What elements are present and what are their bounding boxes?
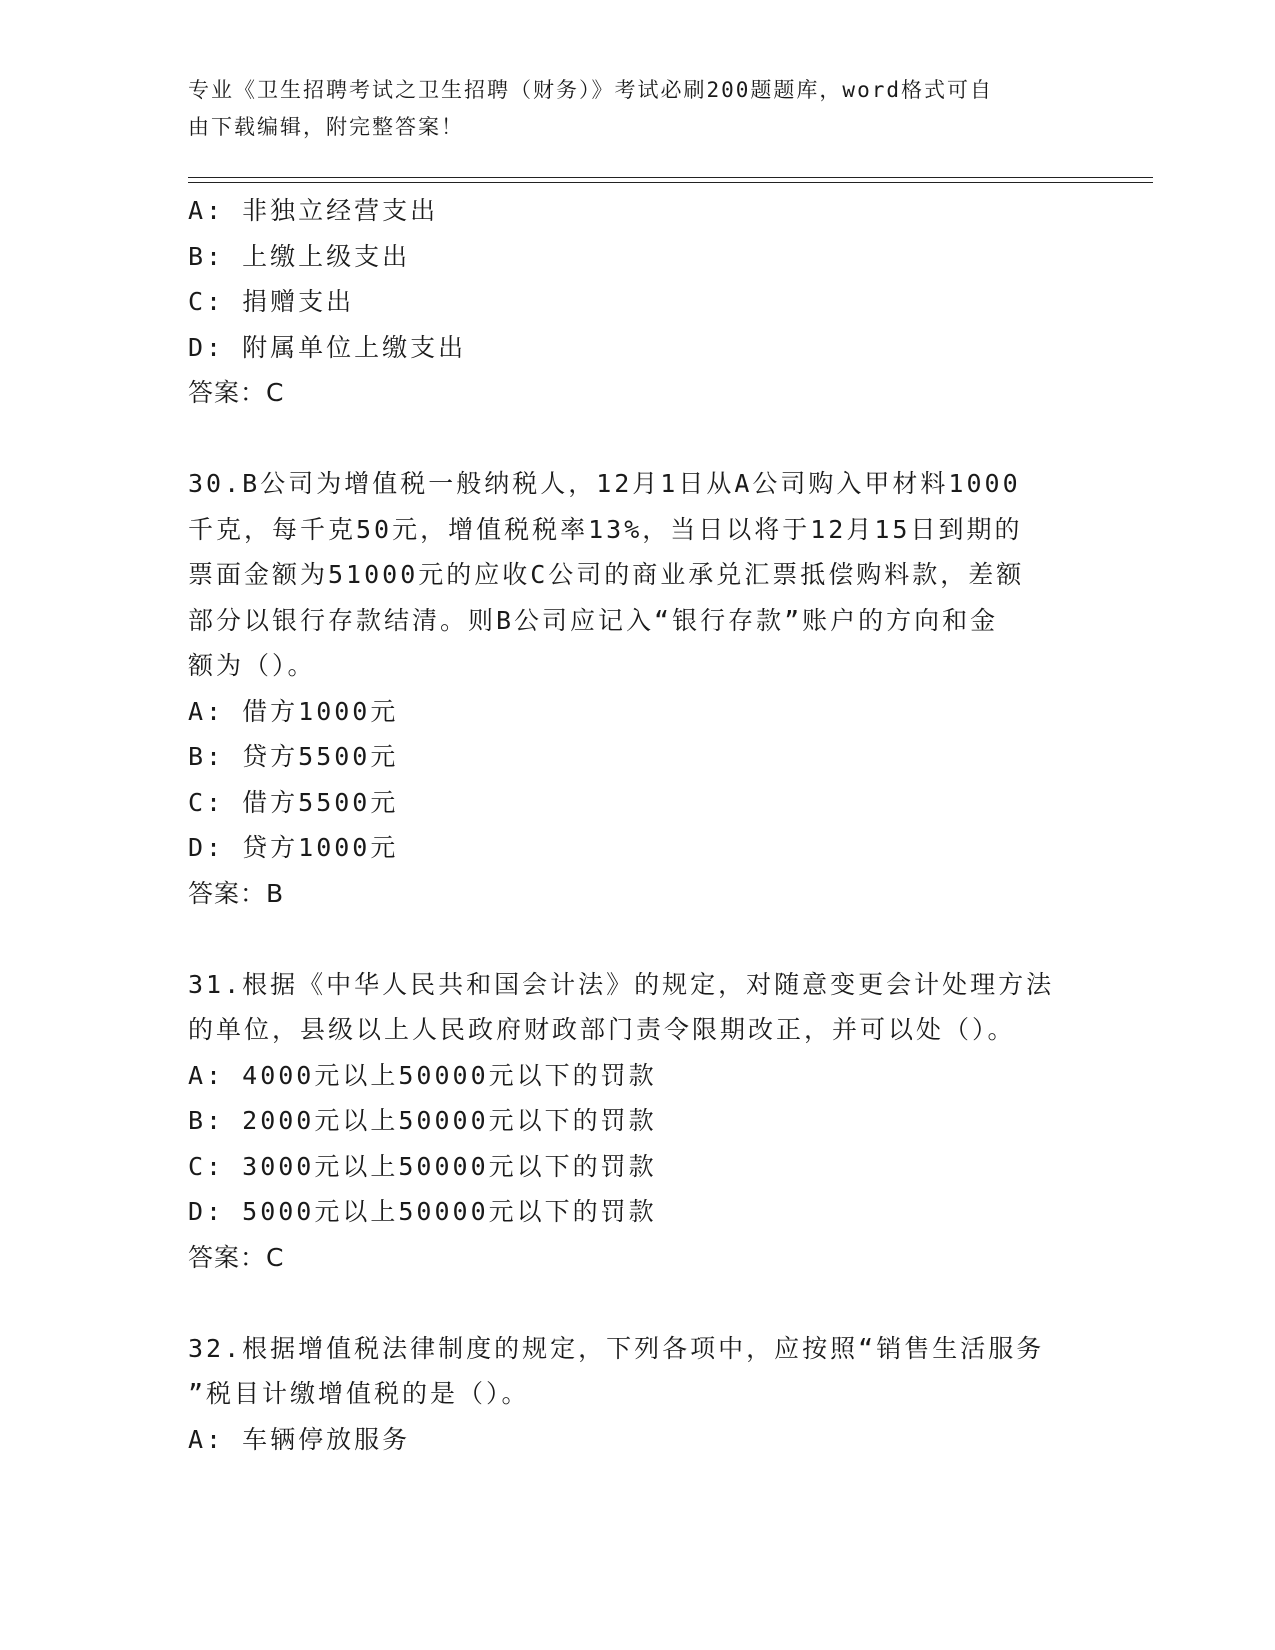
option-a: A: 借方1000元 — [188, 696, 399, 726]
option-a: A: 非独立经营支出 — [188, 196, 439, 225]
spacer — [188, 916, 1088, 962]
answer: 答案：C — [188, 378, 285, 407]
header-line-1: 专业《卫生招聘考试之卫生招聘（财务）》考试必刷200题题库，word格式可自 — [188, 78, 993, 102]
document-body — [188, 188, 1088, 1462]
option-a: A: 车辆停放服务 — [188, 1424, 411, 1454]
spacer — [188, 1280, 1088, 1326]
option-b: B: 2000元以上50000元以下的罚款 — [188, 1106, 657, 1135]
option-d: D: 贷方1000元 — [188, 833, 399, 862]
document-header — [188, 72, 1088, 146]
spacer — [188, 416, 1088, 462]
question-text-line: 32.根据增值税法律制度的规定，下列各项中，应按照“销售生活服务 — [188, 1333, 1045, 1363]
question-30-block — [188, 461, 1088, 916]
option-d: D: 附属单位上缴支出 — [188, 332, 467, 362]
question-text-line: 31.根据《中华人民共和国会计法》的规定，对随意变更会计处理方法 — [188, 969, 1055, 999]
question-text-line: 千克，每千克50元，增值税税率13%，当日以将于12月15日到期的 — [188, 514, 1023, 544]
option-d: D: 5000元以上50000元以下的罚款 — [188, 1197, 657, 1226]
option-b: B: 上缴上级支出 — [188, 241, 411, 271]
option-c: C: 捐赠支出 — [188, 287, 355, 316]
header-rule-bottom — [188, 182, 1153, 183]
option-c: C: 3000元以上50000元以下的罚款 — [188, 1151, 657, 1181]
answer: 答案：C — [188, 1242, 285, 1272]
option-c: C: 借方5500元 — [188, 787, 399, 817]
question-32-block — [188, 1326, 1088, 1463]
option-a: A: 4000元以上50000元以下的罚款 — [188, 1060, 657, 1090]
question-text-line: 票面金额为51000元的应收C公司的商业承兑汇票抵偿购料款，差额 — [188, 560, 1025, 589]
question-31-block — [188, 962, 1088, 1281]
question-text-line: 部分以银行存款结清。则B公司应记入“银行存款”账户的方向和金 — [188, 605, 999, 635]
question-text-line: 额为（）。 — [188, 651, 316, 680]
header-line-2: 由下载编辑，附完整答案！ — [188, 115, 464, 139]
answer: 答案：B — [188, 878, 285, 908]
option-b: B: 贷方5500元 — [188, 742, 399, 771]
question-text-line: 30.B公司为增值税一般纳税人，12月1日从A公司购入甲材料1000 — [188, 469, 1021, 498]
question-29-block — [188, 188, 1088, 416]
header-rule-top — [188, 177, 1153, 178]
question-text-line: 的单位，县级以上人民政府财政部门责令限期改正，并可以处（）。 — [188, 1015, 1016, 1044]
question-text-line: ”税目计缴增值税的是（）。 — [188, 1379, 530, 1408]
